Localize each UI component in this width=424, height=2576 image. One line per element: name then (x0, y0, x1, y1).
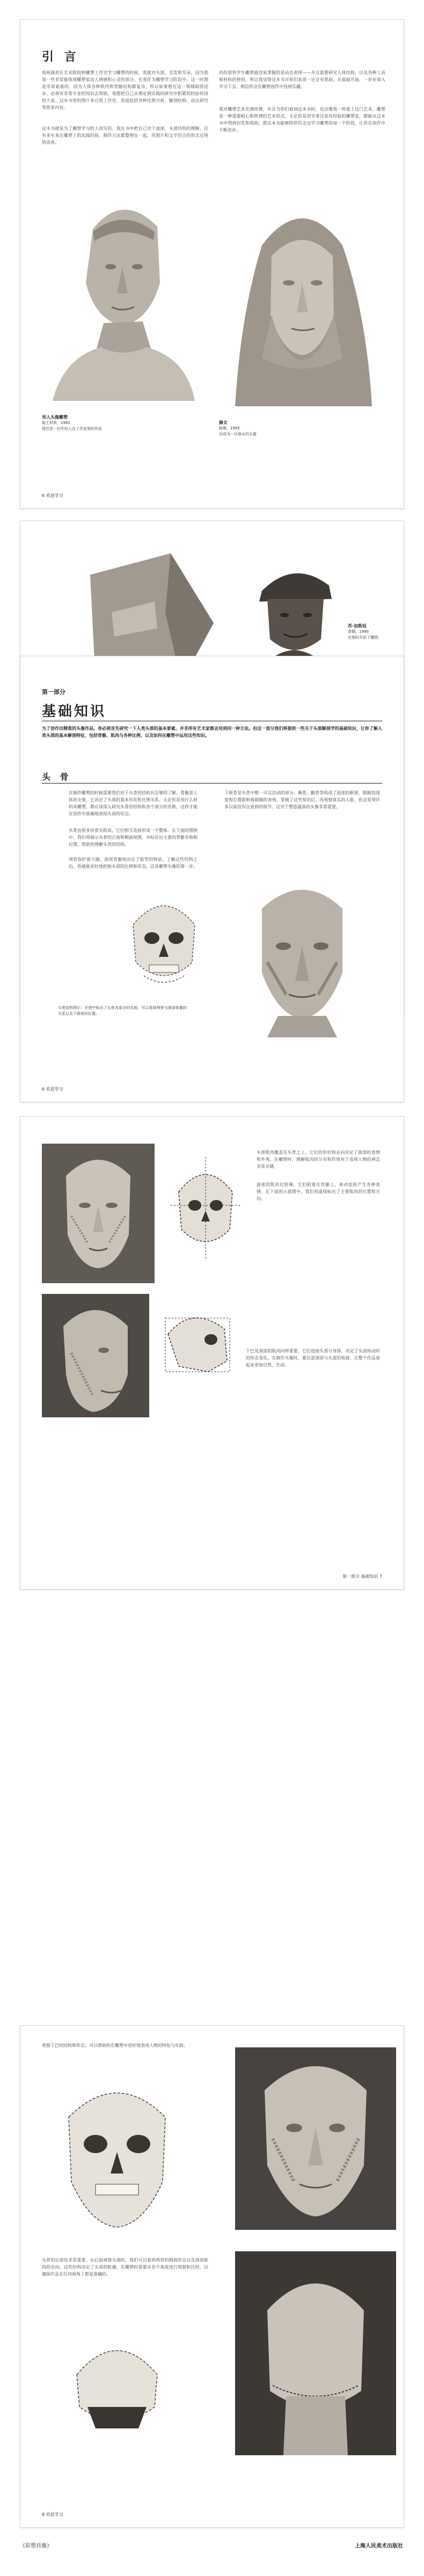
intro-paragraph-left-2: 这本书就是为了雕塑学习的人而写的，我在书中把自己对于面部、头部结构的理解，还有多年来在雕塑上的实践经验、制作方法都整理在一起，用图片和文字结合的形式呈现给读者。 (42, 126, 208, 145)
skull-bald-head-diagram (42, 2063, 192, 2241)
skull-proportion-diagram (165, 1154, 246, 1262)
section-title: 基础知识 (42, 704, 107, 720)
subsection-title: 头 骨 (42, 772, 72, 782)
caption-male-title: 男人头像雕塑 (42, 415, 68, 420)
page-intro (20, 19, 404, 509)
skull-paragraph-right: 下颌骨是头骨中唯一可以活动的部分。颞骨、颧骨等构成了面部的框架，眼眶的深度和位置影响着眼睛的表现。掌握了这些知识后，再观察真实的人脸，你会发现许多以前没有注意到的细节。这对于塑造逼真的头像非常重要。 (224, 791, 380, 809)
caption-nun-title: 修女 (219, 420, 228, 425)
intro-paragraph-left: 电视最初在艺术院校和雕塑工作室学习雕塑的时候，我就对头部、毛发和耳朵，因为那是一些非常能体现雕塑家动人情感和心灵的部分。在我作为雕塑学习阶段中，这一时期是非常艰难的，因为人体各种肌肉和骨骼结构都复杂，所以如果想在这一领域取得进步，必须有非常专业的知识去帮助。我想把自己从理论到实践的研究中积累的经验传授给大家。这本书里的图片来自我工作室，里面包括各种比例分析、解剖结构、动态研究等很多内容。 (42, 70, 208, 110)
caption-male-text: 黏土材质，1981 现在是一位年轻人在工作室里的作品 (42, 421, 102, 431)
page-heading: 引 言 (42, 50, 79, 64)
book-title: 《彩塑肖像》 (20, 2543, 52, 2549)
caption-man-cap-text: 青铜，1990 在那时开始了雕塑。 (348, 630, 382, 640)
skull-diagram (117, 882, 211, 1000)
back-paragraph: 头骨的后部也非常重要。从后面观察头部时，我们可以看到颅骨的圆润形态以及颈部肌肉的走向。这些结构决定了头部的轮廓，在雕塑时需要从各个角度进行观察和比较，以确保作品在任何视角下都是准确的。 (42, 2258, 208, 2277)
skull-paragraph-2: 头骨由很多块骨头组成，它们相互连接形成一个整体。在下面的图例中，我们将展示头骨的正面和侧面视图，并标注出主要的骨骼名称和位置，帮助你理解头骨的结构。 (69, 828, 198, 847)
nun-bust-photo (219, 181, 385, 412)
male-bust-photo (42, 181, 203, 406)
page-footer: 第一部分 基础知识 7 (342, 1574, 382, 1579)
ecorche-head-closeup-photo (235, 2047, 396, 2230)
skull-back-diagram (63, 2326, 171, 2439)
intro-paragraph-right-2: 我对雕塑艺术充满热情，并且当你们看到这本书时，也会像我一样爱上这门艺术。雕塑是一种需要耐心和热情的艺术形式，无论你是初学者还是有经验的雕塑家，都能从这本书中得到启发和帮助。愿这本书能够陪伴你走过学习雕塑的每一个阶段，让你在创作中不断进步。 (219, 107, 385, 133)
publisher-name: 上海人民美术出版社 (355, 2543, 403, 2549)
ecorche-head-photo (219, 871, 385, 1037)
intro-paragraph-right: 的你很快学生雕塑最容易掌握的是动态表现——并且需要研究人体结构，以及各种工具和材料的使用，所以我觉得这本书对你们来说一定会有帮助。从基础开始，一步步深入学习下去，相信你会在雕塑创作中找到乐趣。 (219, 70, 385, 89)
page-skull-back (20, 2025, 404, 2528)
head-back-photo (235, 2251, 396, 2455)
jaw-paragraph: 观察下巴的结构和形态，可以帮助你在雕塑中更好地表现人物的特征与年龄。 (42, 2043, 188, 2048)
caption-man-cap (348, 623, 396, 641)
page-basics (20, 656, 404, 1102)
page-footer: 6 欢迎学习 (42, 493, 63, 498)
muscle-head-side-photo (42, 1294, 149, 1417)
muscle-head-front-photo (42, 1144, 155, 1283)
page-footer: 6 欢迎学习 (42, 1087, 63, 1092)
skull-caption: 头骨结构图示：在图中标出了头骨各部分的名称，可以看到颅骨与面部骨骼的关系以及下颌骨的位置。 (58, 1006, 187, 1016)
page-footer: 8 欢迎学习 (42, 2512, 63, 2517)
caption-nun-bust (219, 420, 326, 437)
muscle-paragraph-top-2: 面部的肌肉比较薄，它们附着在骨骼上，牵动皮肤产生各种表情。在下面的示意图中，我们用虚线标出了主要肌肉的位置和方向。 (257, 1182, 380, 1201)
skull-side-diagram (157, 1302, 238, 1388)
part-label: 第一部分 (42, 689, 65, 696)
page-muscles (20, 1116, 404, 1590)
skull-paragraph-3: 颅骨保护着大脑，面部骨骼则决定了脸型的特征。了解这些结构之后，你就能更好地把握头部的比例和形态，这是雕塑头像的第一步。 (69, 857, 198, 869)
skull-paragraph-1: 在制作雕塑的时候需要我们对于头骨的结构有足够的了解。骨骼是人体的支架，它决定了头部的基本形状和比例关系。无论你是用什么材料来雕塑，都应该深入研究头骨的结构和各个部分的名称，这样才能在创作中准确地表现头部的形态。 (69, 791, 198, 816)
muscle-paragraph-top: 头部肌肉覆盖在头骨之上，它们的形状和走向决定了面部的表情和外观。在雕塑时，理解肌肉的分布和作用对于表现人物的神态非常关键。 (257, 1150, 380, 1169)
caption-man-cap-title: 苏·加斯廷 (348, 624, 367, 628)
intro-text: 为了创作出精准的头像作品，你必须首先研究一下人类头部的基本要素。并非所有艺术家都会用到同一种方法。但这一部分我们将提供一些关于头部解剖学的基础知识，让你了解人类头部的基本解剖特征，包括骨骼、肌肉与各种比例，以及如何在雕塑中运用这些知识。 (42, 726, 382, 738)
subsection-divider (42, 783, 382, 784)
caption-male-bust (42, 414, 149, 432)
muscle-paragraph-bottom: 下巴及颈部的肌肉同样重要，它们连接头部与身体，决定了头部转动时的形态变化。在制作头像时，要注意颈部与头部的衔接，让整个作品看起来更加自然、生动。 (246, 1349, 380, 1367)
caption-nun-text: 树脂，1995 完成为一位修女的头像 (219, 426, 257, 436)
